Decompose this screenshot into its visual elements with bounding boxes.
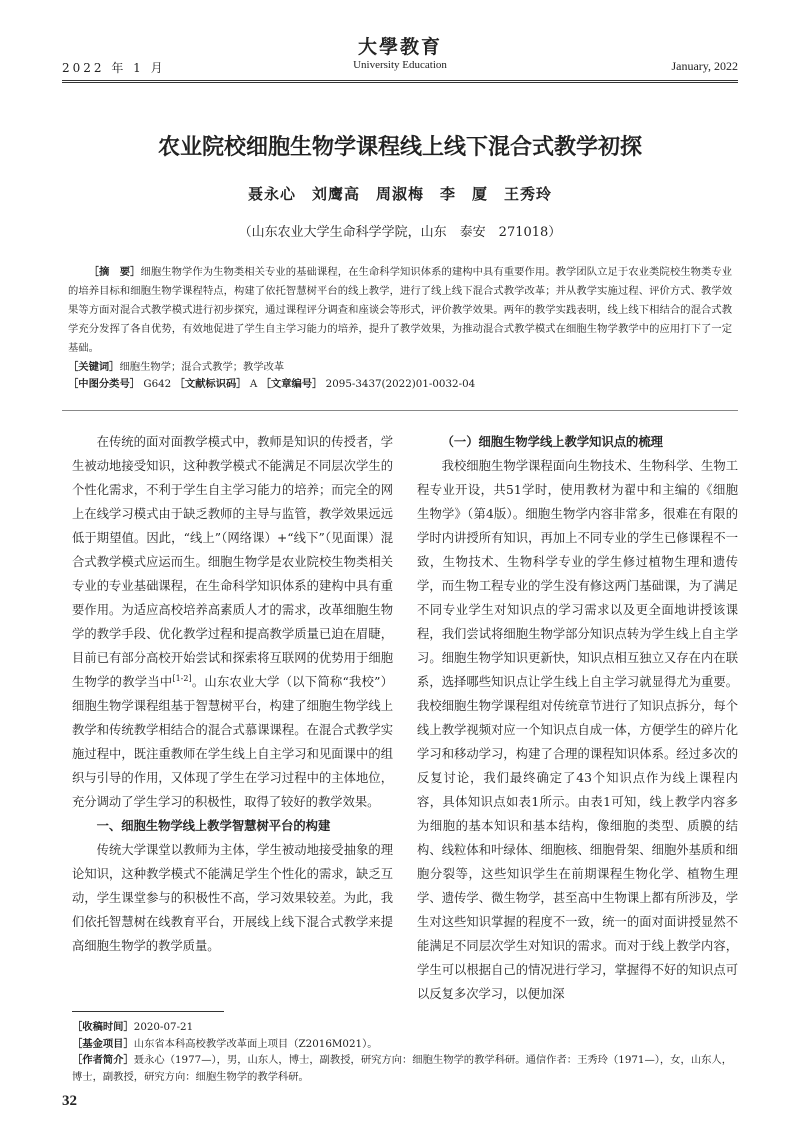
affiliation: （山东农业大学生命科学学院，山东 泰安 271018） [238, 225, 562, 240]
body-paragraph [72, 430, 393, 814]
clc-value: G642 [143, 378, 172, 390]
keywords-label: ［关键词］ [68, 361, 120, 373]
abstract-text: 细胞生物学作为生物类相关专业的基础课程，在生命科学知识体系的建构中具有重要作用。教学团队立足于农业类院校生物类专业的培养目标和细胞生物学课程特点，构建了依托智慧树平台的线上教学，进行了线上线下混合式教学改革；并从教学实施过程、评价方式、教学效果等方面对混合式教学模式进行初步探究，通过课程评分调查和座谈会等形式，评价教学效果。两年的教学实践表明，线上线下相结合的混合式教学充分发挥了各自优势，有效地促进了学生自主学习能力的培养，提升了教学效果，为推动混合式教学模式在细胞生物学教学中的应用打下了一定基础。 [68, 266, 733, 354]
footnote-author [72, 1052, 732, 1086]
body-paragraph: 我校细胞生物学课程面向生物技术、生物科学、生物工程专业开设，共51学时，使用教材为翟中和主编的《细胞生物学》（第4版）。细胞生物学内容非常多，很难在有限的学时内讲授所有知识，再加上不同专业的学生已修课程不一致，生物技术、生物科学专业的学生修过植物生理和遗传学，而生物工程专业的学生没有修这两门基础课，为了满足不同专业学生对知识点的学习需求以及更全面地讲授该课程，我们尝试将细胞生物学部分知识点转为学生线上自主学习。细胞生物学知识更新快，知识点相互独立又存在内在联系，选择哪些知识点让学生线上自主学习就显得尤为重要。我校细胞生物学课程组对传统章节进行了知识点拆分，每个线上教学视频对应一个知识点自成一体，方便学生的碎片化学习和移动学习，构建了合理的课程知识体系。经过多次的反复讨论，我们最终确定了43个知识点作为线上课程内容，具体知识点如表1所示。由表1可知，线上教学内容多为细胞的基本知识和基本结构，像细胞的类型、质膜的结构、线粒体和叶绿体、细胞核、细胞骨架、细胞外基质和细胞分裂等，这些知识学生在前期课程生物化学、植物生理学、遗传学、微生物学，甚至高中生物课上都有所涉及，学生对这些知识掌握的程度不一致，统一的面对面讲授显然不能满足不同层次学生对知识的需求。而对于线上教学内容，学生可以根据自己的情况进行学习，掌握得不好的知识点可以反复多次学习，以便加深 [417, 459, 738, 1001]
doc-code-label: ［文献标识码］ [174, 378, 247, 390]
received-label: ［收稿时间］ [72, 1021, 134, 1033]
issue-date-english: January, 2022 [671, 59, 738, 73]
author-list: 聂永心 刘鹰高 周淑梅 李 厦 王秀玲 [247, 185, 552, 203]
article-number-value: 2095-3437(2022)01-0032-04 [325, 378, 476, 390]
journal-logo: 大學教育 [357, 36, 442, 58]
author-bio-label: ［作者简介］ [72, 1054, 134, 1066]
paragraph-text: 在传统的面对面教学模式中，教师是知识的传授者，学生被动地接受知识，这种教学模式不能满足不同层次学生的个性化需求，不利于学生自主学习能力的培养；而完全的网上在线学习模式由于缺乏教师的主导与监管，教学效果远远低于期望值。因此，“线上”（网络课）+“线下”（见面课）混合式教学模式应运而生。细胞生物学是农业院校生物类相关专业的专业基础课程，在生命科学知识体系的建构中具有重要作用。为适应高校培养高素质人才的需求，改革细胞生物学的教学手段、优化教学过程和提高教学质量已迫在眉睫，目前已有部分高校开始尝试和探索将互联网的优势用于细胞生物学的教学当中 [72, 435, 393, 689]
body-column-left [72, 430, 393, 958]
abstract-separator [62, 410, 738, 411]
footnote-rule [72, 1011, 224, 1012]
fund-label: ［基金项目］ [72, 1038, 134, 1050]
keywords-text: 细胞生物学；混合式教学；教学改革 [119, 361, 285, 373]
citation: [1-2] [172, 673, 192, 683]
footnote-fund [72, 1036, 732, 1053]
paragraph-text: 。山东农业大学（以下简称“我校”）细胞生物学课程组基于智慧树平台，构建了细胞生物学线上教学和传统教学相结合的混合式慕课课程。在混合式教学实施过程中，既注重教师在学生线上自主学习和见面课中的组织与引导的作用，又体现了学生在学习过程中的主体地位，充分调动了学生学习的积极性，取得了较好的教学效果。 [72, 675, 393, 809]
paper-title: 农业院校细胞生物学课程线上线下混合式教学初探 [157, 135, 642, 160]
abstract-label: ［摘 要］ [88, 266, 141, 278]
footnote-received [72, 1019, 732, 1036]
page-number: 32 [62, 1093, 77, 1109]
abstract [68, 263, 732, 358]
body-column-right [417, 430, 738, 1006]
section-heading: 一、细胞生物学线上教学智慧树平台的构建 [96, 819, 331, 833]
fund-value: 山东省本科高校教学改革面上项目（Z2016M021）。 [133, 1038, 378, 1050]
body-paragraph: 传统大学课堂以教师为主体，学生被动地接受抽象的理论知识，这种教学模式不能满足学生个性化的需求，缺乏互动，学生课堂参与的积极性不高，学习效果较差。为此，我们依托智慧树在线教育平台，开展线上线下混合式教学来提高细胞生物学的教学质量。 [72, 843, 393, 953]
classification-line [68, 375, 732, 394]
journal-name-english: University Education [353, 59, 447, 71]
subsection-heading: （一）细胞生物学线上教学知识点的梳理 [441, 435, 663, 449]
doc-code-value: A [249, 378, 258, 390]
article-number-label: ［文章编号］ [260, 378, 323, 390]
header-rule-secondary [62, 82, 738, 83]
clc-label: ［中图分类号］ [68, 378, 141, 390]
received-value: 2020-07-21 [133, 1021, 194, 1033]
author-bio-value: 聂永心（1977—），男，山东人，博士，副教授，研究方向：细胞生物学的教学科研。通信作者：王秀玲（1971—），女，山东人，博士，副教授，研究方向：细胞生物学的教学科研。 [72, 1054, 733, 1083]
header-rule [62, 80, 738, 81]
issue-date-chinese: 2022 年 1 月 [62, 61, 166, 75]
